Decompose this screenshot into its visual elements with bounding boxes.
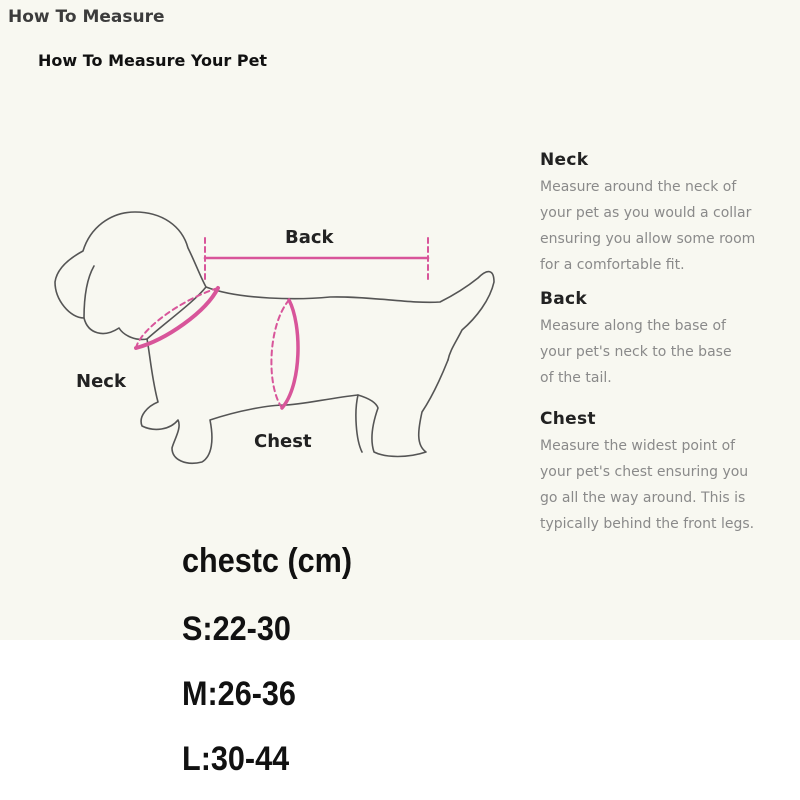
dog-front-body: [141, 339, 358, 463]
chest-line: typically behind the front legs.: [540, 516, 755, 532]
neck-back-arc: [136, 288, 218, 348]
neck-instructions: [540, 150, 790, 278]
back-line: your pet's neck to the base: [540, 344, 732, 360]
neck-line: your pet as you would a collar: [540, 205, 752, 221]
size-m: M:26-36: [182, 675, 296, 713]
dog-ear-head: [55, 212, 206, 339]
back-line: of the tail.: [540, 370, 612, 386]
size-l: L:30-44: [182, 740, 290, 778]
size-chart-heading: chestc (cm): [182, 542, 353, 580]
dog-ear-line: [84, 266, 94, 318]
chest-line: your pet's chest ensuring you: [540, 464, 749, 480]
chest-line: go all the way around. This is: [540, 490, 746, 506]
chest-front-arc: [282, 300, 298, 408]
dog-back-line: [206, 272, 494, 360]
neck-line: Measure around the neck of: [540, 179, 737, 195]
chest-line: Measure the widest point of: [540, 438, 736, 454]
back-label: Back: [285, 227, 334, 248]
back-instructions: [540, 289, 790, 391]
neck-label: Neck: [76, 371, 126, 392]
back-heading: Back: [540, 289, 588, 309]
neck-line: ensuring you allow some room: [540, 231, 756, 247]
chest-heading: Chest: [540, 409, 596, 429]
page-title: How To Measure: [8, 7, 165, 27]
page-subtitle: How To Measure Your Pet: [38, 51, 268, 70]
chest-instructions: [540, 409, 790, 537]
dog-hind-legs: [356, 360, 448, 457]
back-line: Measure along the base of: [540, 318, 726, 334]
chest-label: Chest: [254, 431, 312, 452]
neck-front-arc: [136, 288, 218, 348]
chest-back-arc: [271, 300, 289, 408]
size-s: S:22-30: [182, 610, 291, 648]
neck-heading: Neck: [540, 150, 589, 170]
neck-line: for a comfortable fit.: [540, 257, 685, 273]
